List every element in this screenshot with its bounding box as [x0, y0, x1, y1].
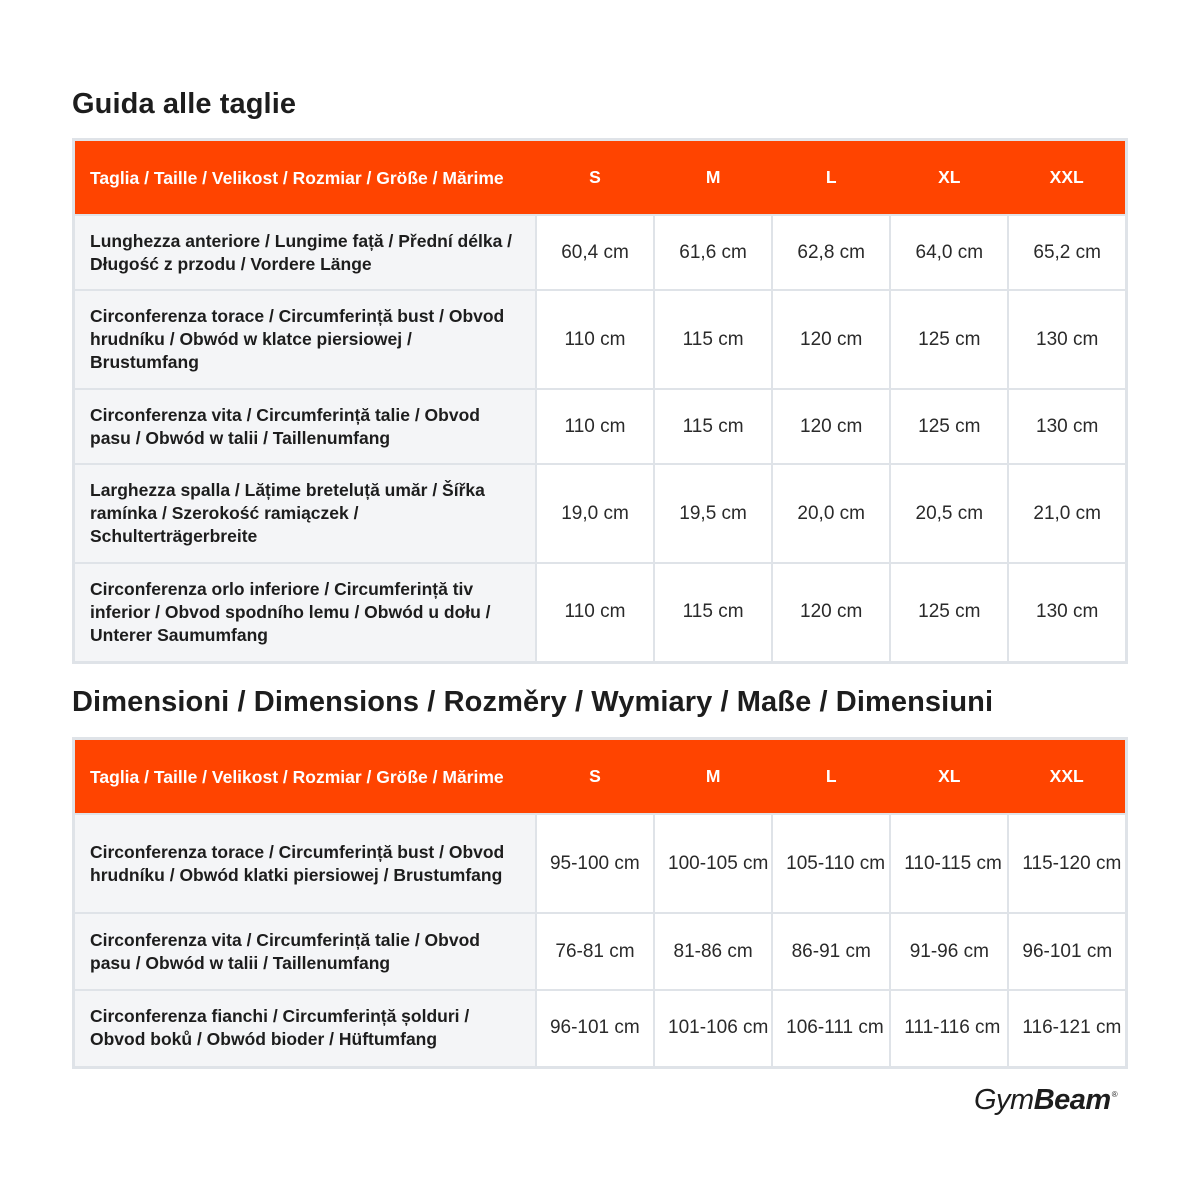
table-row: [74, 563, 1127, 662]
table-row: [74, 913, 1127, 990]
cell-value: 61,6 cm: [654, 215, 772, 290]
size-guide-title: Guida alle taglie: [72, 88, 297, 120]
cell-value: 110 cm: [536, 563, 654, 662]
table-row: [74, 290, 1127, 389]
size-header-xxl: XXL: [1008, 140, 1126, 216]
row-label: Circonferenza vita / Circumferință talie / Obvod pasu / Obwód w talii / Taillenumfang: [74, 913, 536, 990]
size-header-label: Taglia / Taille / Velikost / Rozmiar / Größe / Mărime: [74, 739, 536, 815]
cell-value: 125 cm: [890, 389, 1008, 464]
cell-value: 86-91 cm: [772, 913, 890, 990]
size-header-label: Taglia / Taille / Velikost / Rozmiar / Größe / Mărime: [74, 140, 536, 216]
row-label: Circonferenza vita / Circumferință talie / Obvod pasu / Obwód w talii / Taillenumfang: [74, 389, 536, 464]
gymbeam-logo: [974, 1084, 1117, 1117]
cell-value: 105-110 cm: [772, 814, 890, 913]
cell-value: 115 cm: [654, 290, 772, 389]
registered-mark: ®: [1111, 1090, 1118, 1099]
cell-value: 106-111 cm: [772, 990, 890, 1067]
cell-value: 130 cm: [1008, 290, 1126, 389]
size-header-xl: XL: [890, 140, 1008, 216]
cell-value: 76-81 cm: [536, 913, 654, 990]
row-label: Circonferenza fianchi / Circumferință șolduri / Obvod boků / Obwód bioder / Hüftumfang: [74, 990, 536, 1067]
row-label: Circonferenza torace / Circumferință bust / Obvod hrudníku / Obwód klatki piersiowej / Brustumfang: [74, 814, 536, 913]
cell-value: 111-116 cm: [890, 990, 1008, 1067]
size-header-m: M: [654, 739, 772, 815]
cell-value: 60,4 cm: [536, 215, 654, 290]
cell-value: 96-101 cm: [536, 990, 654, 1067]
cell-value: 20,5 cm: [890, 464, 1008, 563]
cell-value: 130 cm: [1008, 563, 1126, 662]
cell-value: 96-101 cm: [1008, 913, 1126, 990]
size-header-xl: XL: [890, 739, 1008, 815]
cell-value: 115-120 cm: [1008, 814, 1126, 913]
cell-value: 64,0 cm: [890, 215, 1008, 290]
cell-value: 120 cm: [772, 290, 890, 389]
cell-value: 110-115 cm: [890, 814, 1008, 913]
cell-value: 125 cm: [890, 290, 1008, 389]
cell-value: 95-100 cm: [536, 814, 654, 913]
size-header-l: L: [772, 140, 890, 216]
cell-value: 101-106 cm: [654, 990, 772, 1067]
size-guide-table: [72, 138, 1128, 664]
cell-value: 110 cm: [536, 290, 654, 389]
logo-text-bold: Beam: [1033, 1084, 1111, 1116]
table-row: [74, 990, 1127, 1067]
cell-value: 116-121 cm: [1008, 990, 1126, 1067]
cell-value: 125 cm: [890, 563, 1008, 662]
cell-value: 21,0 cm: [1008, 464, 1126, 563]
table-row: [74, 389, 1127, 464]
table-row: [74, 464, 1127, 563]
size-header-xxl: XXL: [1008, 739, 1126, 815]
dimensions-title: Dimensioni / Dimensions / Rozměry / Wymiary / Maße / Dimensiuni: [72, 686, 994, 718]
cell-value: 81-86 cm: [654, 913, 772, 990]
cell-value: 19,0 cm: [536, 464, 654, 563]
cell-value: 62,8 cm: [772, 215, 890, 290]
cell-value: 130 cm: [1008, 389, 1126, 464]
cell-value: 115 cm: [654, 563, 772, 662]
cell-value: 110 cm: [536, 389, 654, 464]
table-row: [74, 215, 1127, 290]
row-label: Lunghezza anteriore / Lungime față / Přední délka / Długość z przodu / Vordere Länge: [74, 215, 536, 290]
cell-value: 100-105 cm: [654, 814, 772, 913]
table-header-row: [74, 140, 1127, 216]
row-label: Larghezza spalla / Lățime breteluță umăr / Šířka ramínka / Szerokość ramiączek / Schulterträgerbreite: [74, 464, 536, 563]
size-header-m: M: [654, 140, 772, 216]
cell-value: 65,2 cm: [1008, 215, 1126, 290]
size-header-l: L: [772, 739, 890, 815]
cell-value: 20,0 cm: [772, 464, 890, 563]
row-label: Circonferenza torace / Circumferință bust / Obvod hrudníku / Obwód w klatce piersiowej / Brustumfang: [74, 290, 536, 389]
cell-value: 19,5 cm: [654, 464, 772, 563]
cell-value: 120 cm: [772, 563, 890, 662]
size-header-s: S: [536, 140, 654, 216]
cell-value: 91-96 cm: [890, 913, 1008, 990]
table-header-row: [74, 739, 1127, 815]
cell-value: 115 cm: [654, 389, 772, 464]
row-label: Circonferenza orlo inferiore / Circumferință tiv inferior / Obvod spodního lemu / Obwód u dołu / Unterer Saumumfang: [74, 563, 536, 662]
logo-text-light: Gym: [974, 1084, 1034, 1116]
dimensions-table: [72, 737, 1128, 1069]
size-header-s: S: [536, 739, 654, 815]
cell-value: 120 cm: [772, 389, 890, 464]
table-row: [74, 814, 1127, 913]
